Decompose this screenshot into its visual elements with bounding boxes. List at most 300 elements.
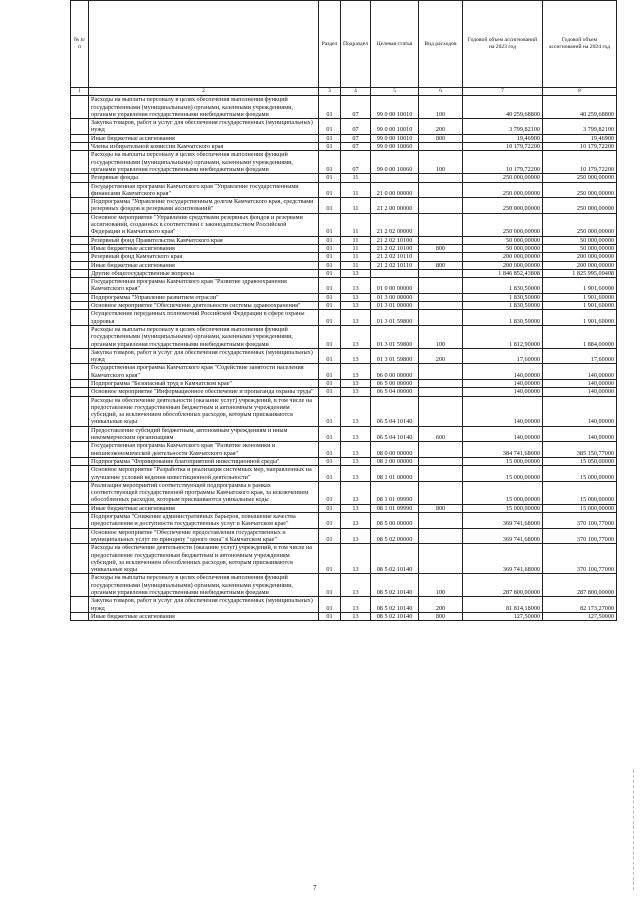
name-cell: Резервные фонды <box>89 174 319 182</box>
budget-allocation-table <box>70 0 617 621</box>
num-cell <box>71 174 89 182</box>
name-cell: Закупка товаров, работ и услуг для обеспечения государственных (муниципальных) нужд <box>89 348 319 364</box>
target-cell: 21 2 00 00000 <box>371 198 419 214</box>
value-2023-cell: 1 846 852,43808 <box>463 269 543 277</box>
exptype-cell <box>419 310 463 326</box>
table-row <box>71 278 617 294</box>
value-2024-cell: 250 000,00000 <box>543 174 617 182</box>
value-2023-cell: 15 000,00000 <box>463 466 543 482</box>
value-2023-cell: 1 830,50000 <box>463 278 543 294</box>
value-2024-cell: 250 000,00000 <box>543 198 617 214</box>
subsection-cell: 11 <box>341 174 371 182</box>
table-row <box>71 151 617 174</box>
exptype-cell: 100 <box>419 151 463 174</box>
name-cell: Другие общегосударственные вопросы <box>89 269 319 277</box>
exptype-cell <box>419 396 463 426</box>
subsection-cell: 13 <box>341 302 371 310</box>
value-2024-cell: 370 100,77000 <box>543 528 617 544</box>
subsection-cell: 13 <box>341 269 371 277</box>
section-cell: 01 <box>319 151 341 174</box>
name-cell: Закупка товаров, работ и услуг для обеспечения государственных (муниципальных) нужд <box>89 119 319 135</box>
target-cell: 21 2 02 00000 <box>371 213 419 236</box>
table-body <box>71 96 617 621</box>
subsection-cell: 11 <box>341 236 371 244</box>
header-subsection: Подраздел <box>341 1 371 88</box>
subsection-cell: 13 <box>341 442 371 458</box>
name-cell: Подпрограмма "Управление развитием отрасли" <box>89 293 319 301</box>
value-2023-cell: 250 000,00000 <box>463 198 543 214</box>
num-cell <box>71 278 89 294</box>
name-cell: Иные бюджетные ассигнования <box>89 612 319 620</box>
table-row <box>71 528 617 544</box>
value-2023-cell: 3 799,82100 <box>463 119 543 135</box>
num-cell <box>71 544 89 574</box>
exptype-cell <box>419 442 463 458</box>
value-2024-cell: 1 884,00000 <box>543 325 617 348</box>
header-section: Раздел <box>319 1 341 88</box>
table-row <box>71 481 617 504</box>
value-2023-cell: 200 000,00000 <box>463 261 543 269</box>
value-2023-cell: 127,50000 <box>463 612 543 620</box>
subsection-cell: 07 <box>341 119 371 135</box>
section-cell: 01 <box>319 278 341 294</box>
header-row <box>71 1 617 88</box>
value-2024-cell: 15 050,00000 <box>543 457 617 465</box>
table-row <box>71 213 617 236</box>
subsection-cell: 11 <box>341 253 371 261</box>
name-cell: Иные бюджетные ассигнования <box>89 504 319 512</box>
target-cell: 08 1 01 09990 <box>371 481 419 504</box>
col-index: 7 <box>463 88 543 96</box>
value-2024-cell: 1 901,60000 <box>543 302 617 310</box>
header-y2023: Годовой объем ассигнований на 2023 год <box>463 1 543 88</box>
table-row <box>71 261 617 269</box>
name-cell: Государственная программа Камчатского края "Развитие экономики и внешнеэкономической деятельности Камчатского края" <box>89 442 319 458</box>
table-row <box>71 466 617 482</box>
section-cell: 01 <box>319 174 341 182</box>
table-row <box>71 182 617 198</box>
name-cell: Государственная программа Камчатского края "Содействие занятости населения Камчатского края" <box>89 364 319 380</box>
num-cell <box>71 198 89 214</box>
section-cell: 01 <box>319 597 341 613</box>
value-2024-cell: 385 150,77000 <box>543 442 617 458</box>
value-2024-cell: 15 000,00000 <box>543 466 617 482</box>
subsection-cell: 11 <box>341 213 371 236</box>
page-number: 7 <box>313 884 317 892</box>
exptype-cell: 100 <box>419 96 463 119</box>
value-2023-cell: 19,46900 <box>463 134 543 142</box>
exptype-cell <box>419 278 463 294</box>
value-2024-cell: 140,00000 <box>543 379 617 387</box>
num-cell <box>71 504 89 512</box>
value-2023-cell: 369 741,68000 <box>463 544 543 574</box>
target-cell: 08 1 01 00000 <box>371 466 419 482</box>
section-cell: 01 <box>319 198 341 214</box>
exptype-cell <box>419 544 463 574</box>
num-cell <box>71 182 89 198</box>
value-2024-cell: 250 000,00000 <box>543 213 617 236</box>
value-2023-cell: 140,00000 <box>463 388 543 396</box>
name-cell: Реализация мероприятий соответствующей подпрограммы в рамках соответствующей государственной программы Камчатского края, за исключением обособленных расходов, которым присваиваются уникальные коды <box>89 481 319 504</box>
subsection-cell: 11 <box>341 244 371 252</box>
num-cell <box>71 134 89 142</box>
value-2024-cell: 19,46900 <box>543 134 617 142</box>
subsection-cell: 13 <box>341 504 371 512</box>
table-row <box>71 134 617 142</box>
value-2024-cell: 1 901,60000 <box>543 310 617 326</box>
num-cell <box>71 466 89 482</box>
subsection-cell: 13 <box>341 293 371 301</box>
num-cell <box>71 574 89 597</box>
table-row <box>71 504 617 512</box>
target-cell: 08 1 01 09990 <box>371 504 419 512</box>
col-index: 2 <box>89 88 319 96</box>
section-cell: 01 <box>319 396 341 426</box>
name-cell: Расходы на обеспечение деятельности (оказание услуг) учреждений, в том числе на предоставление государственным бюджетным и автономным учреждениям субсидий, за исключением обособленных расходов, которым присваиваются уникальные коды <box>89 544 319 574</box>
name-cell: Иные бюджетные ассигнования <box>89 261 319 269</box>
value-2024-cell: 17,60000 <box>543 348 617 364</box>
value-2023-cell: 369 741,68000 <box>463 513 543 529</box>
name-cell: Резервный фонд Правительства Камчатского края <box>89 236 319 244</box>
subsection-cell: 13 <box>341 457 371 465</box>
name-cell: Закупка товаров, работ и услуг для обеспечения государственных (муниципальных) нужд <box>89 597 319 613</box>
section-cell: 01 <box>319 612 341 620</box>
exptype-cell: 800 <box>419 261 463 269</box>
name-cell: Расходы на выплаты персоналу в целях обеспечения выполнения функций государственными (муниципальными) органами, казенными учреждениями, органами управления государственными внебюджетными фондами <box>89 96 319 119</box>
subsection-cell: 13 <box>341 597 371 613</box>
target-cell: 08 5 02 10140 <box>371 574 419 597</box>
name-cell: Подпрограмма "Формирование благоприятной инвестиционной среды" <box>89 457 319 465</box>
exptype-cell <box>419 528 463 544</box>
value-2023-cell: 250 000,00000 <box>463 174 543 182</box>
header-target: Целевая статья <box>371 1 419 88</box>
num-cell <box>71 151 89 174</box>
num-cell <box>71 236 89 244</box>
num-cell <box>71 442 89 458</box>
name-cell: Члены избирательной комиссии Камчатского края <box>89 143 319 151</box>
subsection-cell: 13 <box>341 544 371 574</box>
section-cell: 01 <box>319 574 341 597</box>
exptype-cell: 800 <box>419 504 463 512</box>
name-cell: Подпрограмма "Управление государственным долгом Камчатского края, средствами резервных фондов и резервами ассигнований" <box>89 198 319 214</box>
table-row <box>71 325 617 348</box>
num-cell <box>71 293 89 301</box>
table-row <box>71 302 617 310</box>
value-2023-cell: 81 814,18000 <box>463 597 543 613</box>
table-row <box>71 198 617 214</box>
name-cell: Подпрограмма "Безопасный труд в Камчатском крае" <box>89 379 319 387</box>
num-cell <box>71 310 89 326</box>
table-row <box>71 293 617 301</box>
name-cell: Государственная программа Камчатского края "Управление государственными финансами Камчатского края" <box>89 182 319 198</box>
name-cell: Подпрограмма "Снижение административных барьеров, повышение качества предоставления и доступности государственных услуг в Камчатском крае" <box>89 513 319 529</box>
table-row <box>71 457 617 465</box>
target-cell <box>371 269 419 277</box>
value-2023-cell: 17,60000 <box>463 348 543 364</box>
table-row <box>71 310 617 326</box>
num-cell <box>71 457 89 465</box>
target-cell: 21 2 02 10100 <box>371 236 419 244</box>
value-2024-cell: 140,00000 <box>543 388 617 396</box>
exptype-cell: 100 <box>419 325 463 348</box>
section-cell: 01 <box>319 293 341 301</box>
name-cell: Основное мероприятие "Обеспечение деятельности системы здравоохранения" <box>89 302 319 310</box>
name-cell: Расходы на выплаты персоналу в целях обеспечения выполнения функций государственными (муниципальными) органами, казенными учреждениями, органами управления государственными внебюджетными фондами <box>89 325 319 348</box>
value-2023-cell: 15 000,00000 <box>463 457 543 465</box>
section-cell: 01 <box>319 244 341 252</box>
table-row <box>71 597 617 613</box>
exptype-cell <box>419 513 463 529</box>
exptype-cell <box>419 466 463 482</box>
num-cell <box>71 302 89 310</box>
num-cell <box>71 426 89 442</box>
exptype-cell <box>419 379 463 387</box>
value-2023-cell: 15 000,00000 <box>463 504 543 512</box>
subsection-cell: 13 <box>341 388 371 396</box>
value-2024-cell: 250 000,00000 <box>543 182 617 198</box>
value-2024-cell: 1 825 995,09408 <box>543 269 617 277</box>
num-cell <box>71 513 89 529</box>
target-cell: 99 0 00 10060 <box>371 151 419 174</box>
header-y2024: Годовой объем ассигнований на 2024 год <box>543 1 617 88</box>
value-2024-cell: 10 179,72200 <box>543 143 617 151</box>
value-2023-cell: 140,00000 <box>463 396 543 426</box>
target-cell: 08 5 02 10140 <box>371 544 419 574</box>
value-2024-cell: 15 000,00000 <box>543 504 617 512</box>
name-cell: Расходы на обеспечение деятельности (оказание услуг) учреждений, в том числе на предоставление государственным бюджетным и автономным учреждениям субсидий, за исключением обособленных расходов, которым присваиваются уникальные коды <box>89 396 319 426</box>
value-2024-cell: 370 100,77000 <box>543 544 617 574</box>
target-cell: 06 5 00 00000 <box>371 379 419 387</box>
exptype-cell <box>419 293 463 301</box>
value-2023-cell: 50 000,00000 <box>463 244 543 252</box>
num-cell <box>71 253 89 261</box>
exptype-cell <box>419 236 463 244</box>
num-cell <box>71 325 89 348</box>
exptype-cell <box>419 302 463 310</box>
name-cell: Основное мероприятие "Разработка и реализация системных мер, направленных на улучшение условий ведения инвестиционной деятельности" <box>89 466 319 482</box>
name-cell: Государственная программа Камчатского края "Развитие здравоохранения Камчатского края" <box>89 278 319 294</box>
value-2024-cell: 140,00000 <box>543 426 617 442</box>
table-row <box>71 396 617 426</box>
num-cell <box>71 396 89 426</box>
exptype-cell: 800 <box>419 612 463 620</box>
target-cell: 99 0 00 10010 <box>371 96 419 119</box>
exptype-cell: 200 <box>419 119 463 135</box>
target-cell: 08 1 00 00000 <box>371 457 419 465</box>
num-cell <box>71 269 89 277</box>
section-cell: 01 <box>319 302 341 310</box>
subsection-cell: 13 <box>341 325 371 348</box>
value-2024-cell: 50 000,00000 <box>543 244 617 252</box>
value-2023-cell: 10 179,72200 <box>463 151 543 174</box>
table-row <box>71 426 617 442</box>
value-2024-cell: 3 799,82100 <box>543 119 617 135</box>
header-exptype: Вид расходов <box>419 1 463 88</box>
subsection-cell: 13 <box>341 364 371 380</box>
value-2023-cell: 384 741,68000 <box>463 442 543 458</box>
target-cell: 08 5 02 00000 <box>371 528 419 544</box>
table-row <box>71 544 617 574</box>
value-2023-cell: 140,00000 <box>463 426 543 442</box>
section-cell: 01 <box>319 253 341 261</box>
value-2024-cell: 370 100,77000 <box>543 513 617 529</box>
value-2024-cell: 1 901,60000 <box>543 293 617 301</box>
exptype-cell: 600 <box>419 426 463 442</box>
target-cell: 01 3 01 59800 <box>371 348 419 364</box>
table-row <box>71 348 617 364</box>
exptype-cell <box>419 364 463 380</box>
section-cell: 01 <box>319 379 341 387</box>
target-cell: 01 3 01 00000 <box>371 302 419 310</box>
exptype-cell <box>419 182 463 198</box>
target-cell: 99 0 00 10060 <box>371 143 419 151</box>
subsection-cell: 13 <box>341 466 371 482</box>
subsection-cell: 07 <box>341 143 371 151</box>
section-cell: 01 <box>319 325 341 348</box>
exptype-cell: 800 <box>419 244 463 252</box>
value-2023-cell: 1 830,50000 <box>463 302 543 310</box>
subsection-cell: 07 <box>341 134 371 142</box>
num-cell <box>71 597 89 613</box>
exptype-cell: 800 <box>419 134 463 142</box>
num-cell <box>71 379 89 387</box>
header-name <box>89 1 319 88</box>
exptype-cell: 200 <box>419 348 463 364</box>
target-cell: 01 3 01 59800 <box>371 310 419 326</box>
num-cell <box>71 481 89 504</box>
value-2024-cell: 15 000,00000 <box>543 481 617 504</box>
section-cell: 01 <box>319 364 341 380</box>
num-cell <box>71 364 89 380</box>
subsection-cell: 13 <box>341 426 371 442</box>
value-2024-cell: 1 901,60000 <box>543 278 617 294</box>
target-cell: 06 0 00 00000 <box>371 364 419 380</box>
value-2023-cell: 140,00000 <box>463 364 543 380</box>
value-2024-cell: 140,00000 <box>543 364 617 380</box>
subsection-cell: 07 <box>341 151 371 174</box>
col-index: 4 <box>341 88 371 96</box>
target-cell: 21 0 00 00000 <box>371 182 419 198</box>
column-index-row <box>71 88 617 96</box>
num-cell <box>71 261 89 269</box>
section-cell: 01 <box>319 481 341 504</box>
table-row <box>71 442 617 458</box>
exptype-cell <box>419 213 463 236</box>
target-cell: 21 2 02 10110 <box>371 261 419 269</box>
name-cell: Иные бюджетные ассигнования <box>89 244 319 252</box>
value-2023-cell: 250 000,00000 <box>463 213 543 236</box>
target-cell: 01 3 00 00000 <box>371 293 419 301</box>
subsection-cell: 13 <box>341 379 371 387</box>
value-2024-cell: 82 173,27000 <box>543 597 617 613</box>
value-2023-cell: 1 830,50000 <box>463 310 543 326</box>
value-2023-cell: 287 800,00000 <box>463 574 543 597</box>
subsection-cell: 13 <box>341 528 371 544</box>
exptype-cell <box>419 174 463 182</box>
subsection-cell: 13 <box>341 348 371 364</box>
value-2023-cell: 200 000,00000 <box>463 253 543 261</box>
value-2023-cell: 15 000,00000 <box>463 481 543 504</box>
col-index: 8 <box>543 88 617 96</box>
section-cell: 01 <box>319 513 341 529</box>
exptype-cell: 100 <box>419 574 463 597</box>
target-cell: 21 2 02 10100 <box>371 244 419 252</box>
section-cell: 01 <box>319 348 341 364</box>
section-cell: 01 <box>319 466 341 482</box>
value-2024-cell: 50 000,00000 <box>543 236 617 244</box>
subsection-cell: 13 <box>341 310 371 326</box>
target-cell <box>371 174 419 182</box>
exptype-cell <box>419 269 463 277</box>
name-cell: Резервный фонд Камчатского края <box>89 253 319 261</box>
target-cell: 08 0 00 00000 <box>371 442 419 458</box>
col-index: 6 <box>419 88 463 96</box>
section-cell: 01 <box>319 236 341 244</box>
section-cell: 01 <box>319 143 341 151</box>
exptype-cell <box>419 388 463 396</box>
col-index: 3 <box>319 88 341 96</box>
table-row <box>71 269 617 277</box>
num-cell <box>71 388 89 396</box>
section-cell: 01 <box>319 310 341 326</box>
subsection-cell: 07 <box>341 96 371 119</box>
table-row <box>71 574 617 597</box>
section-cell: 01 <box>319 119 341 135</box>
table-row <box>71 388 617 396</box>
table-row <box>71 513 617 529</box>
name-cell: Основное мероприятие "Управление средствами резервных фондов и резервами ассигнований, созданных в соответствии с законодательством Российской Федерации и Камчатского края" <box>89 213 319 236</box>
num-cell <box>71 119 89 135</box>
target-cell: 06 5 04 00000 <box>371 388 419 396</box>
subsection-cell: 11 <box>341 261 371 269</box>
subsection-cell: 13 <box>341 481 371 504</box>
value-2023-cell: 10 179,72200 <box>463 143 543 151</box>
num-cell <box>71 213 89 236</box>
section-cell: 01 <box>319 528 341 544</box>
exptype-cell <box>419 253 463 261</box>
value-2023-cell: 140,00000 <box>463 379 543 387</box>
target-cell: 01 0 00 00000 <box>371 278 419 294</box>
num-cell <box>71 348 89 364</box>
section-cell: 01 <box>319 96 341 119</box>
value-2024-cell: 127,50000 <box>543 612 617 620</box>
section-cell: 01 <box>319 544 341 574</box>
scan-edge-mark <box>633 770 636 890</box>
value-2023-cell: 1 812,90000 <box>463 325 543 348</box>
section-cell: 01 <box>319 134 341 142</box>
name-cell: Расходы на выплаты персоналу в целях обеспечения выполнения функций государственными (муниципальными) органами, казенными учреждениями, органами управления государственными внебюджетными фондами <box>89 574 319 597</box>
target-cell: 06 5 04 10140 <box>371 426 419 442</box>
name-cell: Осуществление переданных полномочий Российской Федерации в сфере охраны здоровья <box>89 310 319 326</box>
subsection-cell: 13 <box>341 574 371 597</box>
exptype-cell <box>419 457 463 465</box>
name-cell: Основное мероприятие "Информационное обеспечение и пропаганда охраны труда" <box>89 388 319 396</box>
table-row <box>71 143 617 151</box>
name-cell: Иные бюджетные ассигнования <box>89 134 319 142</box>
table-row <box>71 379 617 387</box>
budget-table-sheet <box>70 0 620 621</box>
target-cell: 06 5 04 10140 <box>371 396 419 426</box>
col-index: 1 <box>71 88 89 96</box>
exptype-cell <box>419 481 463 504</box>
value-2023-cell: 1 830,50000 <box>463 293 543 301</box>
table-row <box>71 244 617 252</box>
exptype-cell <box>419 198 463 214</box>
target-cell: 99 0 00 10010 <box>371 134 419 142</box>
target-cell: 08 5 00 00000 <box>371 513 419 529</box>
value-2023-cell: 369 741,68000 <box>463 528 543 544</box>
target-cell: 08 5 02 10140 <box>371 597 419 613</box>
